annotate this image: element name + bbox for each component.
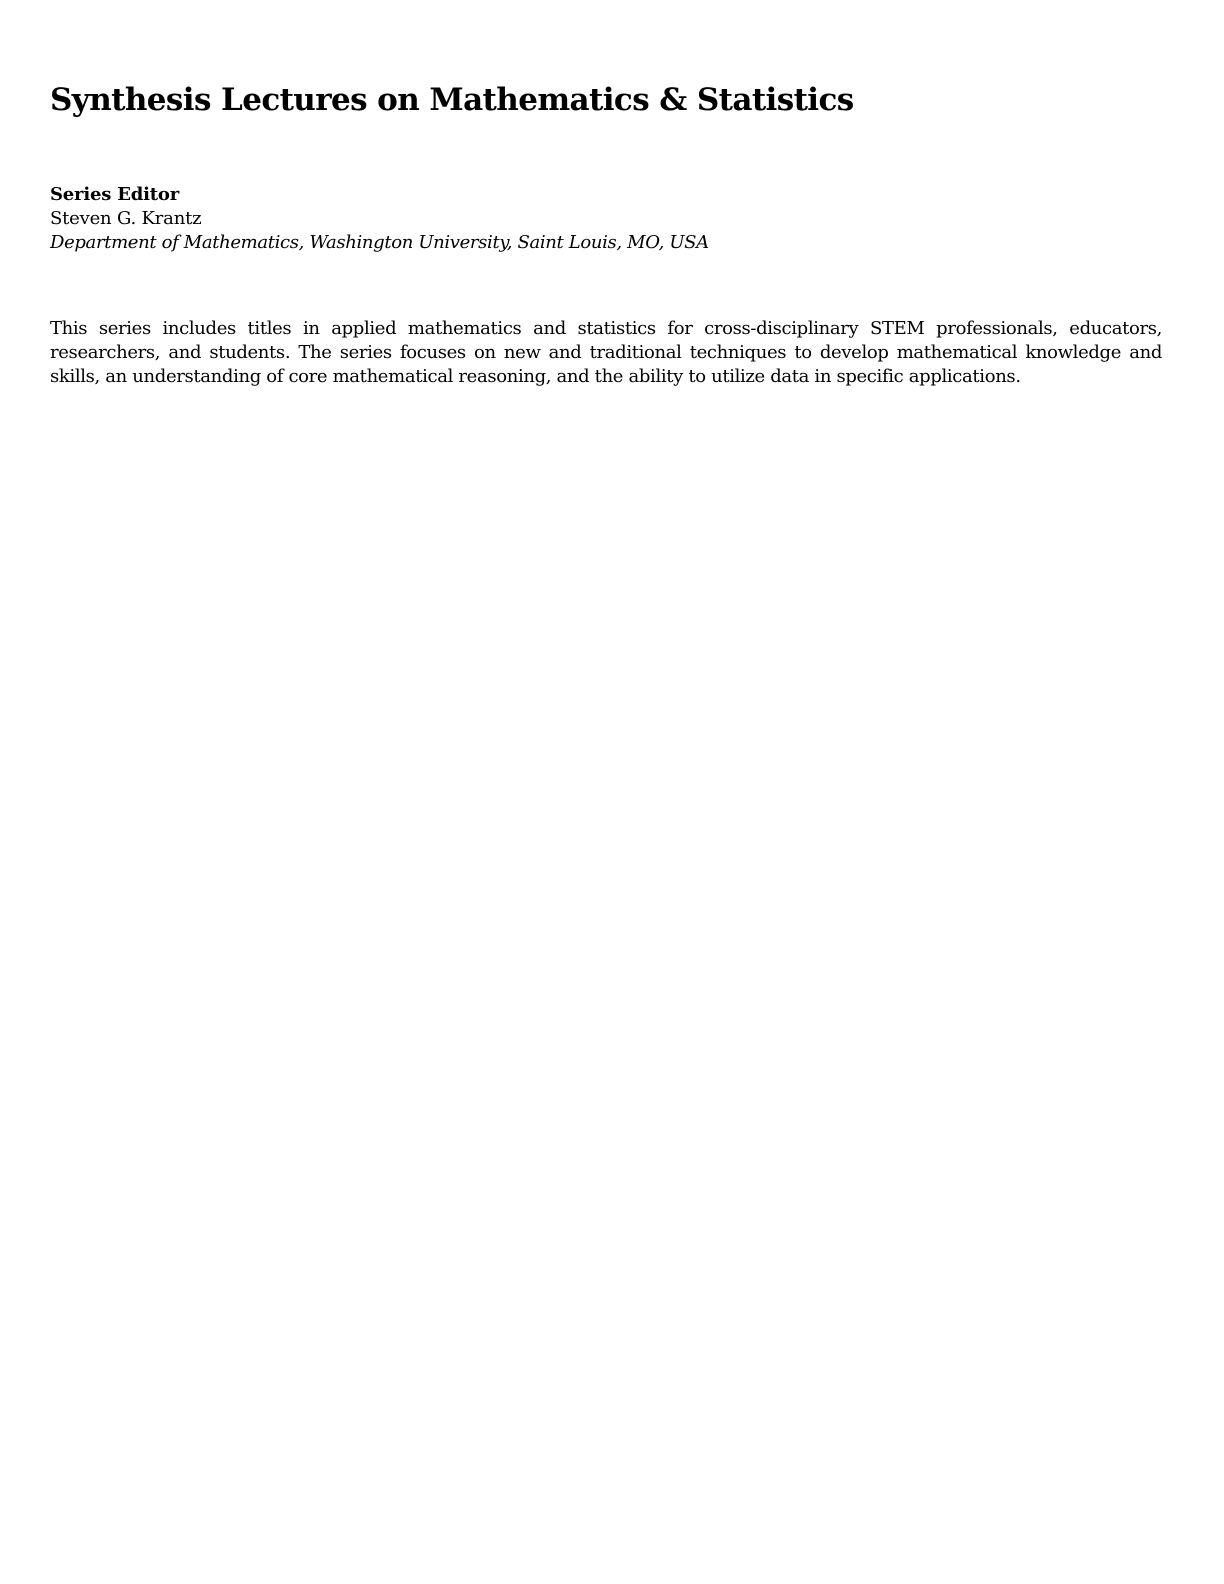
series-editor-block — [50, 183, 1162, 255]
series-editor-name: Steven G. Krantz — [50, 208, 202, 229]
series-editor-affiliation: Department of Mathematics, Washington University, Saint Louis, MO, USA — [50, 232, 709, 253]
series-description: This series includes titles in applied mathematics and statistics for cross-disciplinary STEM professionals, educators, researchers, and students. The series focuses on new and traditional techniques to develop mathematical knowledge and skills, an understanding of core mathematical reasoning, and the ability to utilize data in specific applications. — [50, 318, 1162, 387]
series-editor-heading: Series Editor — [50, 184, 179, 205]
series-title: Synthesis Lectures on Mathematics & Statistics — [50, 82, 854, 118]
